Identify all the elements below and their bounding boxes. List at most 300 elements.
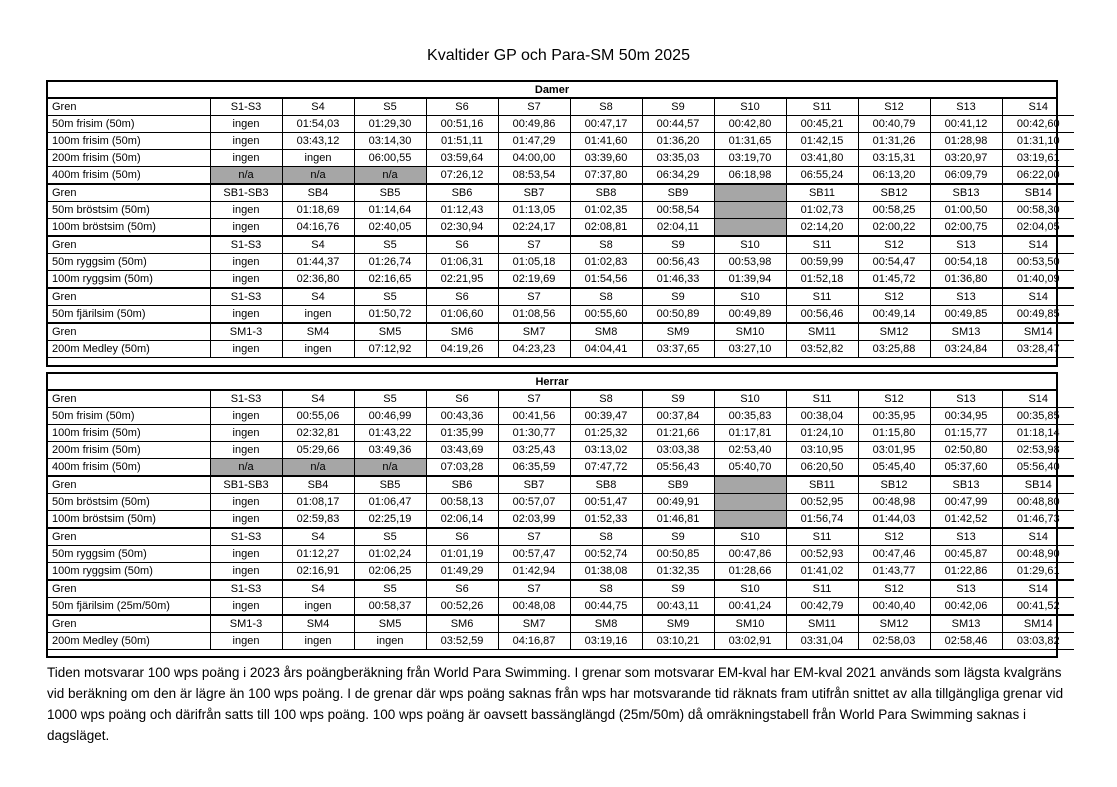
time-cell: 05:40,70 [714, 459, 786, 477]
class-header-row [48, 615, 1074, 633]
time-cell: 01:50,72 [354, 306, 426, 324]
time-cell: 03:43,12 [282, 133, 354, 150]
time-cell: S6 [426, 528, 498, 546]
time-cell: 01:42,15 [786, 133, 858, 150]
time-cell: 01:05,18 [498, 254, 570, 271]
time-cell: S11 [786, 528, 858, 546]
time-cell: S9 [642, 99, 714, 116]
time-cell: 01:06,31 [426, 254, 498, 271]
time-cell: S9 [642, 580, 714, 598]
time-cell: 01:46,81 [642, 511, 714, 529]
time-cell: 00:49,85 [1002, 306, 1074, 324]
time-cell: S4 [282, 391, 354, 408]
time-cell: 01:24,10 [786, 425, 858, 442]
event-name-cell: 50m fjärilsim (50m) [48, 306, 210, 324]
footnote: Tiden motsvarar 100 wps poäng i 2023 års poängberäkning från World Para Swimming. I grenar som motsvarar EM-kval har EM-kval 2021 används som lägsta kvalgräns vid beräkning om den är lägre än 100 wps poäng. I de grenar där wps poäng saknas från wps har motsvarande tid räknats fram utifrån snittet av alla tillgängliga grenar vid 1000 wps poäng och därifrån satts till 100 wps poäng. 100 wps poäng är oavsett bassänglängd (25m/50m) då omräkningstabell från World Para Swimming saknas i dagsläget. [47, 665, 1064, 743]
time-cell: 01:26,74 [354, 254, 426, 271]
time-cell: 00:43,36 [426, 408, 498, 425]
time-cell: SB13 [930, 476, 1002, 494]
time-cell: 01:45,72 [858, 271, 930, 289]
time-cell: 03:19,16 [570, 633, 642, 650]
time-cell: 03:20,97 [930, 150, 1002, 167]
time-cell: S5 [354, 288, 426, 306]
event-name-cell: 200m Medley (50m) [48, 633, 210, 650]
time-cell: 00:46,99 [354, 408, 426, 425]
class-header-row [48, 99, 1074, 116]
time-cell: 00:35,85 [1002, 408, 1074, 425]
time-cell: 06:34,29 [642, 167, 714, 185]
time-cell: 01:52,18 [786, 271, 858, 289]
time-cell: 01:18,14 [1002, 425, 1074, 442]
time-cell: 00:57,47 [498, 546, 570, 563]
time-cell: S9 [642, 236, 714, 254]
time-cell: S11 [786, 99, 858, 116]
class-header-row [48, 288, 1074, 306]
time-cell: 03:52,82 [786, 341, 858, 358]
time-cell: 00:42,60 [1002, 116, 1074, 133]
time-cell: 03:35,03 [642, 150, 714, 167]
time-cell: ingen [210, 254, 282, 271]
time-cell: ingen [210, 133, 282, 150]
time-cell: 02:00,22 [858, 219, 930, 237]
time-cell [714, 511, 786, 529]
time-cell: S7 [498, 99, 570, 116]
table-row [48, 494, 1074, 511]
event-name-cell: 200m frisim (50m) [48, 442, 210, 459]
time-cell: 04:04,41 [570, 341, 642, 358]
time-cell: 01:29,61 [1002, 563, 1074, 581]
time-cell: SM13 [930, 615, 1002, 633]
time-cell: 01:06,60 [426, 306, 498, 324]
time-cell: 02:53,98 [1002, 442, 1074, 459]
class-header-row [48, 528, 1074, 546]
time-cell: 01:21,66 [642, 425, 714, 442]
time-cell: 01:22,86 [930, 563, 1002, 581]
time-cell: 00:49,89 [714, 306, 786, 324]
time-cell: SM4 [282, 323, 354, 341]
time-cell: 02:19,69 [498, 271, 570, 289]
table-row [48, 598, 1074, 616]
time-cell: 00:58,25 [858, 202, 930, 219]
time-cell: 00:45,87 [930, 546, 1002, 563]
time-cell: SM5 [354, 323, 426, 341]
time-cell: 02:04,05 [1002, 219, 1074, 237]
time-cell: 00:35,83 [714, 408, 786, 425]
event-name-cell: 50m frisim (50m) [48, 116, 210, 133]
time-cell: 00:38,04 [786, 408, 858, 425]
time-cell: S4 [282, 236, 354, 254]
time-cell: ingen [210, 219, 282, 237]
time-cell: 03:41,80 [786, 150, 858, 167]
time-cell: 03:28,47 [1002, 341, 1074, 358]
time-cell: 01:44,03 [858, 511, 930, 529]
time-cell: 01:28,66 [714, 563, 786, 581]
time-cell: 05:56,43 [642, 459, 714, 477]
time-cell: 05:56,40 [1002, 459, 1074, 477]
time-cell: S7 [498, 288, 570, 306]
time-cell: ingen [354, 633, 426, 650]
time-cell: SB1-SB3 [210, 476, 282, 494]
time-cell: 01:12,27 [282, 546, 354, 563]
event-name-cell: 200m Medley (50m) [48, 341, 210, 358]
time-cell: S4 [282, 528, 354, 546]
time-cell: S6 [426, 236, 498, 254]
time-cell: 00:43,11 [642, 598, 714, 616]
time-cell: S13 [930, 288, 1002, 306]
event-name-cell: 100m bröstsim (50m) [48, 219, 210, 237]
time-cell: S6 [426, 288, 498, 306]
table-row [48, 425, 1074, 442]
time-cell: 01:31,65 [714, 133, 786, 150]
time-cell: 02:25,19 [354, 511, 426, 529]
time-cell: SM10 [714, 615, 786, 633]
time-cell: S5 [354, 391, 426, 408]
time-cell: 00:35,95 [858, 408, 930, 425]
time-cell: 03:10,95 [786, 442, 858, 459]
time-cell: 07:47,72 [570, 459, 642, 477]
qualifying-times-table [48, 391, 1074, 650]
time-cell: ingen [210, 511, 282, 529]
time-cell: S5 [354, 236, 426, 254]
time-cell: 01:02,35 [570, 202, 642, 219]
event-name-cell: Gren [48, 391, 210, 408]
time-cell: S13 [930, 99, 1002, 116]
time-cell: SB12 [858, 184, 930, 202]
event-name-cell: Gren [48, 580, 210, 598]
time-cell: n/a [210, 167, 282, 185]
time-cell: 00:42,79 [786, 598, 858, 616]
time-cell: 01:43,22 [354, 425, 426, 442]
time-cell: S12 [858, 528, 930, 546]
time-cell: 00:37,84 [642, 408, 714, 425]
time-cell: 00:55,06 [282, 408, 354, 425]
time-cell: 02:16,91 [282, 563, 354, 581]
event-name-cell: 100m frisim (50m) [48, 133, 210, 150]
event-name-cell: 50m bröstsim (50m) [48, 202, 210, 219]
table-row [48, 219, 1074, 237]
time-cell: 05:37,60 [930, 459, 1002, 477]
time-cell: 03:14,30 [354, 133, 426, 150]
time-cell: 03:03,38 [642, 442, 714, 459]
time-cell: S4 [282, 99, 354, 116]
time-cell: 01:49,29 [426, 563, 498, 581]
time-cell: S5 [354, 580, 426, 598]
time-cell: ingen [282, 341, 354, 358]
time-cell: S1-S3 [210, 580, 282, 598]
time-cell: 01:17,81 [714, 425, 786, 442]
class-header-row [48, 236, 1074, 254]
time-cell: 04:23,23 [498, 341, 570, 358]
time-cell: SM12 [858, 323, 930, 341]
time-cell: 02:50,80 [930, 442, 1002, 459]
time-cell: 00:56,46 [786, 306, 858, 324]
time-cell: 02:08,81 [570, 219, 642, 237]
time-cell: SM8 [570, 615, 642, 633]
time-cell [714, 202, 786, 219]
time-cell: 03:03,82 [1002, 633, 1074, 650]
time-cell: 00:49,85 [930, 306, 1002, 324]
time-cell: SB11 [786, 184, 858, 202]
table-row [48, 202, 1074, 219]
time-cell: 08:53,54 [498, 167, 570, 185]
time-cell: 02:06,14 [426, 511, 498, 529]
time-cell: SB5 [354, 476, 426, 494]
time-cell [714, 494, 786, 511]
time-cell: S10 [714, 580, 786, 598]
page-title: Kvaltider GP och Para-SM 50m 2025 [427, 47, 690, 64]
time-cell: S7 [498, 391, 570, 408]
event-name-cell: 100m ryggsim (50m) [48, 563, 210, 581]
time-cell: 00:45,21 [786, 116, 858, 133]
time-cell: S13 [930, 391, 1002, 408]
time-cell: 01:47,29 [498, 133, 570, 150]
time-cell: n/a [282, 459, 354, 477]
time-cell: S1-S3 [210, 99, 282, 116]
class-header-row [48, 580, 1074, 598]
time-cell: 01:54,56 [570, 271, 642, 289]
time-cell: S10 [714, 236, 786, 254]
time-cell: SM9 [642, 615, 714, 633]
time-cell: 02:00,75 [930, 219, 1002, 237]
time-cell: 01:43,77 [858, 563, 930, 581]
time-cell: S14 [1002, 236, 1074, 254]
time-cell: ingen [210, 546, 282, 563]
time-cell: SB8 [570, 184, 642, 202]
time-cell: SB7 [498, 476, 570, 494]
time-cell: SB14 [1002, 184, 1074, 202]
time-cell: S14 [1002, 391, 1074, 408]
time-cell: S12 [858, 99, 930, 116]
time-cell: S10 [714, 99, 786, 116]
event-name-cell: 100m frisim (50m) [48, 425, 210, 442]
table-row [48, 408, 1074, 425]
time-cell: S14 [1002, 288, 1074, 306]
time-cell: ingen [210, 442, 282, 459]
time-cell: 07:03,28 [426, 459, 498, 477]
table-row [48, 563, 1074, 581]
time-cell: 00:41,52 [1002, 598, 1074, 616]
time-cell: 03:24,84 [930, 341, 1002, 358]
time-cell: S8 [570, 288, 642, 306]
section-header: Damer [48, 82, 1056, 99]
time-cell: 00:48,90 [1002, 546, 1074, 563]
time-cell: 02:40,05 [354, 219, 426, 237]
time-cell: 01:06,47 [354, 494, 426, 511]
time-cell: 01:02,83 [570, 254, 642, 271]
time-cell: ingen [282, 150, 354, 167]
time-cell: 06:09,79 [930, 167, 1002, 185]
time-cell: S1-S3 [210, 528, 282, 546]
time-cell: ingen [210, 306, 282, 324]
time-cell: 01:54,03 [282, 116, 354, 133]
time-cell: 00:59,99 [786, 254, 858, 271]
time-cell: 03:02,91 [714, 633, 786, 650]
time-cell: 00:54,47 [858, 254, 930, 271]
time-cell: ingen [210, 116, 282, 133]
table-row [48, 116, 1074, 133]
time-cell: S10 [714, 288, 786, 306]
time-cell: 03:25,43 [498, 442, 570, 459]
time-cell: 00:53,98 [714, 254, 786, 271]
time-cell: S14 [1002, 580, 1074, 598]
time-cell: 03:52,59 [426, 633, 498, 650]
event-name-cell: Gren [48, 236, 210, 254]
time-cell: SB4 [282, 476, 354, 494]
time-cell: SB14 [1002, 476, 1074, 494]
time-cell: 06:35,59 [498, 459, 570, 477]
time-cell: S11 [786, 288, 858, 306]
time-cell: 01:00,50 [930, 202, 1002, 219]
class-header-row [48, 323, 1074, 341]
time-cell: 03:15,31 [858, 150, 930, 167]
time-cell: 01:32,35 [642, 563, 714, 581]
time-cell: 03:49,36 [354, 442, 426, 459]
time-cell: S13 [930, 580, 1002, 598]
time-cell: 01:56,74 [786, 511, 858, 529]
time-cell [714, 219, 786, 237]
time-cell: 04:00,00 [498, 150, 570, 167]
time-cell: 00:52,26 [426, 598, 498, 616]
time-cell: 02:14,20 [786, 219, 858, 237]
time-cell: 03:10,21 [642, 633, 714, 650]
time-cell: 02:32,81 [282, 425, 354, 442]
time-cell: 00:49,86 [498, 116, 570, 133]
time-cell: 00:39,47 [570, 408, 642, 425]
time-cell: 00:51,16 [426, 116, 498, 133]
time-cell: 00:44,57 [642, 116, 714, 133]
time-cell: 01:46,73 [1002, 511, 1074, 529]
time-cell: 00:48,98 [858, 494, 930, 511]
time-cell: 04:16,76 [282, 219, 354, 237]
time-cell: ingen [282, 633, 354, 650]
time-cell: 01:52,33 [570, 511, 642, 529]
time-cell: S5 [354, 528, 426, 546]
time-cell: 01:15,77 [930, 425, 1002, 442]
time-cell: S7 [498, 236, 570, 254]
time-cell: n/a [282, 167, 354, 185]
time-cell: 00:55,60 [570, 306, 642, 324]
time-cell: 00:54,18 [930, 254, 1002, 271]
time-cell: SB7 [498, 184, 570, 202]
section-header: Herrar [48, 374, 1056, 391]
time-cell: SM13 [930, 323, 1002, 341]
time-cell: S6 [426, 580, 498, 598]
time-cell: 00:41,12 [930, 116, 1002, 133]
time-cell: 03:19,61 [1002, 150, 1074, 167]
time-cell: 07:26,12 [426, 167, 498, 185]
time-cell: 03:59,64 [426, 150, 498, 167]
time-cell: 00:51,47 [570, 494, 642, 511]
time-cell: S9 [642, 528, 714, 546]
time-cell: 01:44,37 [282, 254, 354, 271]
time-cell: 04:16,87 [498, 633, 570, 650]
time-cell: SM1-3 [210, 615, 282, 633]
time-cell: 01:08,17 [282, 494, 354, 511]
time-cell: 01:36,80 [930, 271, 1002, 289]
time-cell: 00:40,79 [858, 116, 930, 133]
time-cell: 02:53,40 [714, 442, 786, 459]
event-name-cell: Gren [48, 528, 210, 546]
time-cell: 06:13,20 [858, 167, 930, 185]
event-name-cell: Gren [48, 184, 210, 202]
time-cell: SB4 [282, 184, 354, 202]
time-cell: 01:39,94 [714, 271, 786, 289]
time-cell: S7 [498, 528, 570, 546]
time-cell: 00:50,85 [642, 546, 714, 563]
event-name-cell: 200m frisim (50m) [48, 150, 210, 167]
time-cell: S12 [858, 288, 930, 306]
time-cell: S9 [642, 288, 714, 306]
time-cell: S12 [858, 580, 930, 598]
event-name-cell: 400m frisim (50m) [48, 459, 210, 477]
time-cell: SB6 [426, 184, 498, 202]
time-cell: 06:20,50 [786, 459, 858, 477]
time-cell: 06:55,24 [786, 167, 858, 185]
time-cell: 00:41,56 [498, 408, 570, 425]
time-cell: 00:58,54 [642, 202, 714, 219]
time-cell: SM8 [570, 323, 642, 341]
event-name-cell: 50m ryggsim (50m) [48, 254, 210, 271]
time-cell: SB8 [570, 476, 642, 494]
time-cell [714, 476, 786, 494]
time-cell: 02:06,25 [354, 563, 426, 581]
table-row [48, 306, 1074, 324]
time-cell: S8 [570, 99, 642, 116]
time-cell: 01:14,64 [354, 202, 426, 219]
time-cell: 00:41,24 [714, 598, 786, 616]
time-cell: 03:37,65 [642, 341, 714, 358]
time-cell: ingen [210, 202, 282, 219]
time-cell: 01:51,11 [426, 133, 498, 150]
time-cell: 00:52,95 [786, 494, 858, 511]
time-cell: SB6 [426, 476, 498, 494]
table-row [48, 511, 1074, 529]
event-name-cell: Gren [48, 99, 210, 116]
time-cell: 01:25,32 [570, 425, 642, 442]
table-row [48, 442, 1074, 459]
time-cell: S1-S3 [210, 288, 282, 306]
time-cell: 01:40,09 [1002, 271, 1074, 289]
time-cell: ingen [210, 494, 282, 511]
time-cell: S11 [786, 236, 858, 254]
event-name-cell: 50m fjärilsim (25m/50m) [48, 598, 210, 616]
time-cell: n/a [210, 459, 282, 477]
time-cell: 01:31,10 [1002, 133, 1074, 150]
time-cell: 00:40,40 [858, 598, 930, 616]
time-cell: 00:49,14 [858, 306, 930, 324]
time-cell: S8 [570, 391, 642, 408]
time-cell: 02:30,94 [426, 219, 498, 237]
time-cell: 00:42,80 [714, 116, 786, 133]
time-cell: 01:29,30 [354, 116, 426, 133]
time-cell: 03:19,70 [714, 150, 786, 167]
time-cell: S8 [570, 580, 642, 598]
time-cell: S14 [1002, 528, 1074, 546]
event-name-cell: Gren [48, 288, 210, 306]
time-cell: S9 [642, 391, 714, 408]
time-cell: 01:35,99 [426, 425, 498, 442]
time-cell: SM14 [1002, 323, 1074, 341]
time-cell: SB13 [930, 184, 1002, 202]
event-name-cell: Gren [48, 615, 210, 633]
time-cell: 00:42,06 [930, 598, 1002, 616]
time-cell: 03:25,88 [858, 341, 930, 358]
time-cell: 00:49,91 [642, 494, 714, 511]
time-cell: ingen [210, 408, 282, 425]
time-cell: 02:03,99 [498, 511, 570, 529]
table-row [48, 546, 1074, 563]
time-cell: SM7 [498, 323, 570, 341]
